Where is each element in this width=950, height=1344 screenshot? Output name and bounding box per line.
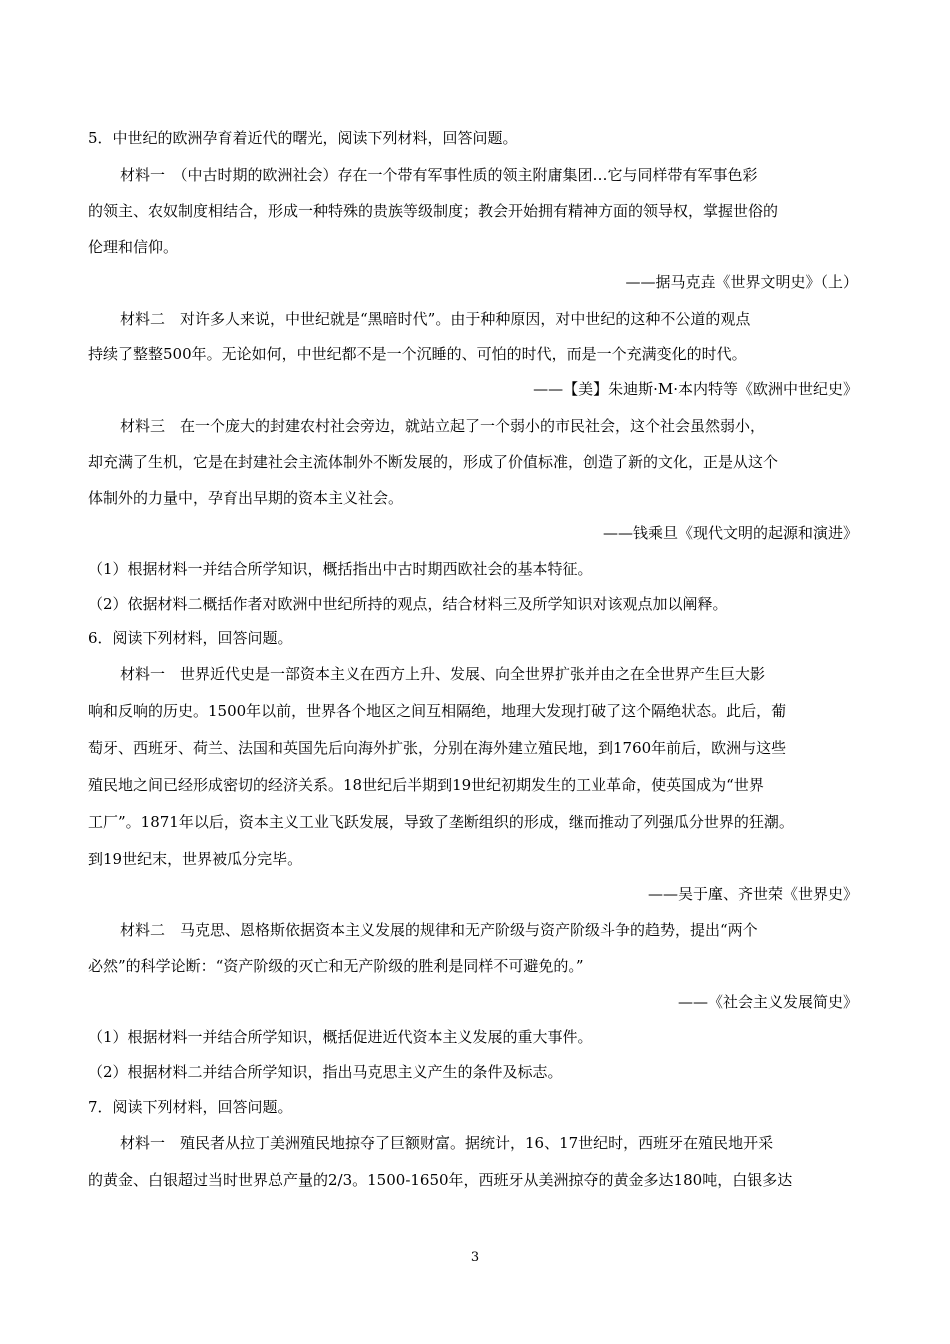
q5-material-1-citation: ——据马克垚《世界文明史》（上） — [625, 273, 858, 291]
q6-material-2-citation: ——《社会主义发展简史》 — [677, 993, 858, 1011]
q5-material-2-line-1: 材料二 对许多人来说，中世纪就是“黑暗时代”。由于种种原因，对中世纪的这种不公道的观点 — [120, 310, 751, 328]
q6-material-1-line-4: 殖民地之间已经形成密切的经济关系。18世纪后半期到19世纪初期发生的工业革命，使英国成为“世界 — [88, 776, 764, 794]
page-number: 3 — [470, 1250, 480, 1265]
q6-subquestion-1: （1）根据材料一并结合所学知识，概括促进近代资本主义发展的重大事件。 — [88, 1028, 593, 1046]
q5-material-3-line-1: 材料三 在一个庞大的封建农村社会旁边，就站立起了一个弱小的市民社会，这个社会虽然弱小， — [120, 417, 766, 435]
q5-material-1-line-3: 伦理和信仰。 — [88, 238, 179, 256]
q6-material-1-line-5: 工厂”。1871年以后，资本主义工业飞跃发展，导致了垄断组织的形成，继而推动了列强瓜分世界的狂潮。 — [88, 813, 794, 831]
q5-material-2-line-2: 持续了整整500年。无论如何，中世纪都不是一个沉睡的、可怕的时代，而是一个充满变化的时代。 — [88, 345, 747, 363]
question-6-title: 6．阅读下列材料，回答问题。 — [88, 629, 293, 647]
q7-material-1-line-2: 的黄金、白银超过当时世界总产量的2/3。1500-1650年，西班牙从美洲掠夺的黄金多达180吨，白银多达 — [88, 1171, 793, 1189]
q5-subquestion-1: （1）根据材料一并结合所学知识，概括指出中古时期西欧社会的基本特征。 — [88, 560, 593, 578]
q5-material-3-line-3: 体制外的力量中，孕育出早期的资本主义社会。 — [88, 489, 404, 507]
q7-material-1-line-1: 材料一 殖民者从拉丁美洲殖民地掠夺了巨额财富。据统计，16、17世纪时，西班牙在殖民地开采 — [120, 1134, 774, 1152]
q6-material-2-line-2: 必然”的科学论断：“资产阶级的灭亡和无产阶级的胜利是同样不可避免的。” — [88, 957, 584, 975]
q6-material-1-line-6: 到19世纪末，世界被瓜分完毕。 — [88, 850, 303, 868]
q5-subquestion-2: （2）依据材料二概括作者对欧洲中世纪所持的观点，结合材料三及所学知识对该观点加以阐释。 — [88, 595, 728, 613]
q5-material-2-citation: ——【美】朱迪斯·M·本内特等《欧洲中世纪史》 — [533, 380, 858, 398]
q6-material-1-citation: ——吴于廑、齐世荣《世界史》 — [647, 885, 858, 903]
q6-material-1-line-3: 萄牙、西班牙、荷兰、法国和英国先后向海外扩张，分别在海外建立殖民地，到1760年前后，欧洲与这些 — [88, 739, 787, 757]
q6-material-1-line-1: 材料一 世界近代史是一部资本主义在西方上升、发展、向全世界扩张并由之在全世界产生巨大影 — [120, 665, 766, 683]
q6-material-2-line-1: 材料二 马克思、恩格斯依据资本主义发展的规律和无产阶级与资产阶级斗争的趋势，提出“两个 — [120, 921, 758, 939]
q5-material-3-citation: ——钱乘旦《现代文明的起源和演进》 — [602, 524, 858, 542]
q6-subquestion-2: （2）根据材料二并结合所学知识，指出马克思主义产生的条件及标志。 — [88, 1063, 563, 1081]
q5-material-3-line-2: 却充满了生机，它是在封建社会主流体制外不断发展的，形成了价值标准，创造了新的文化，正是从这个 — [88, 453, 779, 471]
q5-material-1-line-2: 的领主、农奴制度相结合，形成一种特殊的贵族等级制度；教会开始拥有精神方面的领导权，掌握世俗的 — [88, 202, 779, 220]
q5-material-1-line-1: 材料一 （中古时期的欧洲社会）存在一个带有军事性质的领主附庸集团…它与同样带有军事色彩 — [120, 166, 758, 184]
question-7-title: 7．阅读下列材料，回答问题。 — [88, 1098, 293, 1116]
q6-material-1-line-2: 响和反响的历史。1500年以前，世界各个地区之间互相隔绝，地理大发现打破了这个隔绝状态。此后，葡 — [88, 702, 787, 720]
question-5-title: 5．中世纪的欧洲孕育着近代的曙光，阅读下列材料，回答问题。 — [88, 129, 518, 147]
